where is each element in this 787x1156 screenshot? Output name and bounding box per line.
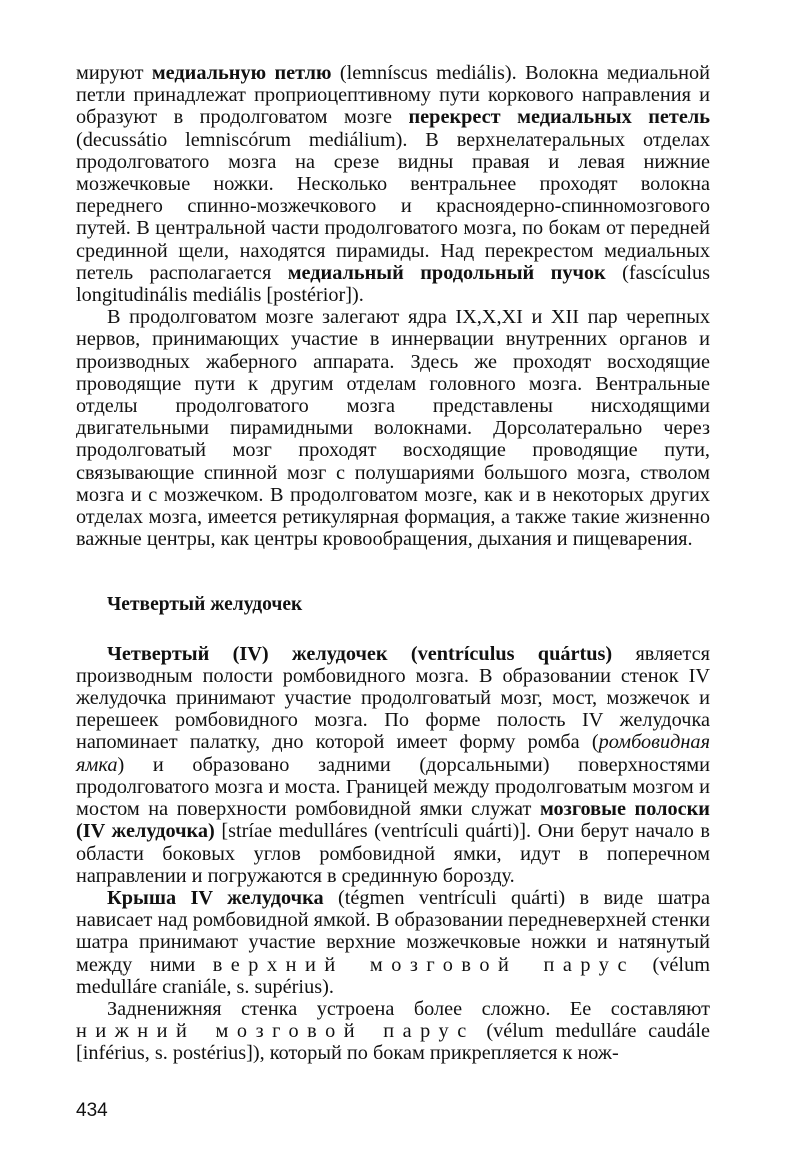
text-run: (vélum medulláre caudále [inférius, s. postérius]), который по бокам прикрепляется к нож-	[76, 1020, 710, 1065]
spaced-term: нижний мозговой парус	[76, 1020, 475, 1043]
text-run: (vélum medulláre craniále, s. supérius).	[76, 953, 710, 998]
paragraph	[76, 998, 710, 1065]
text-run: [stríae medulláres (ventrículi quárti)]. Они берут начало в области боковых углов ромбовидной ямки, идут в поперечном направлении и погружаются в срединную борозду.	[76, 820, 710, 887]
bold-term: медиальный продольный пучок	[287, 261, 606, 284]
text-run: является производным полости ромбовидного мозга. В образовании стенок IV желудочка принимают участие продолговатый мозг, мост, мозжечок и перешеек ромбовидного мозга. По форме полость IV желудочка напоминает палатку, дно которой имеет форму ромба (	[76, 642, 710, 754]
bold-term: Четвертый (IV) желудочек (ventrículus quártus)	[107, 642, 613, 665]
text-block-medulla	[76, 62, 710, 550]
page-text	[76, 62, 710, 1065]
bold-term: медиальную петлю	[151, 62, 332, 84]
text-run: (fascículus longitudinális mediális [postérior]).	[76, 261, 710, 307]
paragraph	[76, 643, 710, 887]
section-heading: Четвертый желудочек	[107, 594, 303, 616]
text-block-fourth-ventricle	[76, 643, 710, 1065]
bold-term: перекрест медиальных петель	[408, 106, 710, 129]
text-run: (tégmen ventrículi quárti) в виде шатра нависает над ромбовидной ямкой. В образовании передневерхней стенки шатра принимают участие верхние мозжечковые ножки и натянутый между ними	[76, 886, 710, 976]
paragraph	[76, 62, 710, 306]
bold-term: Крыша IV желудочка	[107, 886, 324, 909]
page-number: 434	[76, 1100, 108, 1121]
text-run: ) и образовано задними (дорсальными) поверхностями продолговатого мозга и моста. Границей между продолговатым мозгом и мостом на поверхности ромбовидной ямки служат	[76, 753, 710, 821]
text-run: (lemníscus mediális). Волокна медиальной петли принадлежат проприоцептивному пути коркового направления и образуют в продолговатом мозге	[76, 62, 710, 129]
spaced-term: верхний мозговой парус	[212, 953, 635, 976]
paragraph	[76, 887, 710, 998]
italic-term: ромбовидная ямка	[76, 731, 710, 776]
paragraph	[76, 306, 710, 550]
text-run: В продолговатом мозге залегают ядра IX,X,XI и XII пар черепных нервов, принимающих участие в иннервации внутренних органов и производных жаберного аппарата. Здесь же проходят восходящие проводящие пути к другим отделам головного мозга. Вентральные отделы продолговатого мозга представлены нисходящими двигательными пирамидными волокнами. Дорсолатерально через продолговатый мозг проходят восходящие проводящие пути, связывающие спинной мозг с полушариями большого мозга, стволом мозга и с мозжечком. В продолговатом мозге, как и в некоторых других отделах мозга, имеется ретикулярная формация, а также такие жизненно важные центры, как центры кровообращения, дыхания и пищеварения.	[76, 306, 710, 551]
text-run: Задненижняя стенка устроена более сложно. Ее составляют	[107, 997, 710, 1020]
bold-term: мозговые полоски (IV желудочка)	[76, 798, 710, 843]
text-run: (decussátio lemniscórum mediálium). В верхнелатеральных отделах продолговатого мозга на срезе видны правая и левая нижние мозжечковые ножки. Несколько вентральнее проходят волокна переднего спинно-мозжечкового и красноядерно-спинномозгового путей. В центральной части продолговатого мозга, по бокам от передней срединной щели, находятся пирамиды. Над перекрестом медиальных петель располагается	[76, 128, 710, 284]
text-run: мируют	[76, 62, 152, 84]
